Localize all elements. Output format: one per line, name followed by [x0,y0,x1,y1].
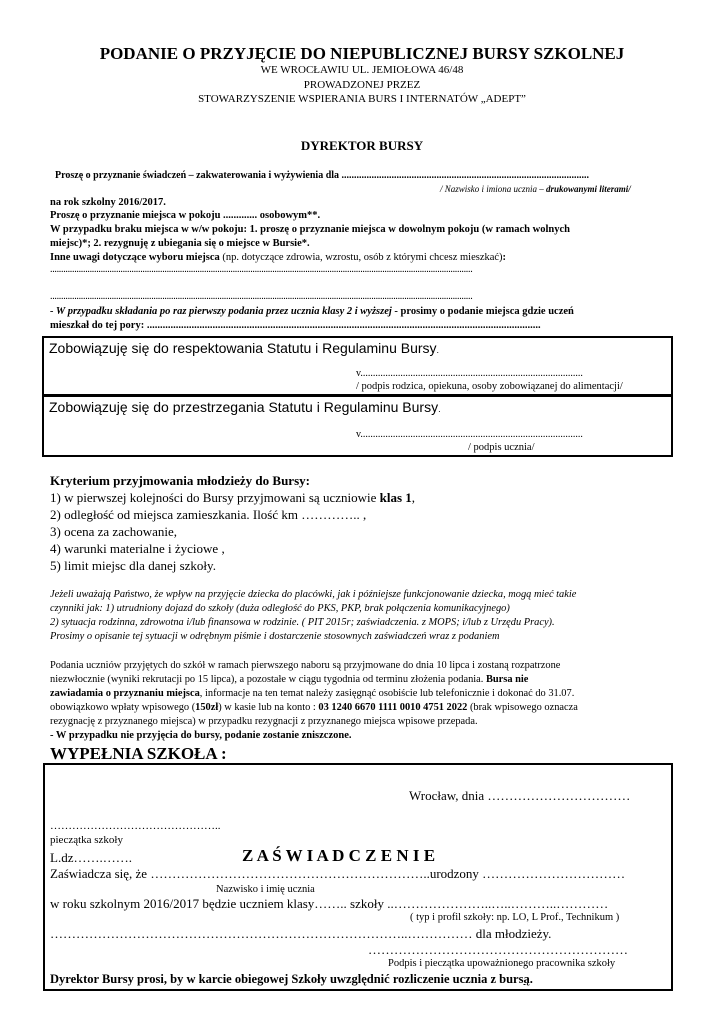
rules-line-2-text: niezwłocznie (wyniki rekrutacji po 15 lipca), a pozostałe w ciągu tygodnia od terminu złożenia podania. [50,674,486,685]
statute-declaration-end: . [436,345,440,355]
rules-line-6: - W przypadku nie przyjęcia do bursy, podanie zostanie zniszczone. [50,730,352,741]
youth-line[interactable]: ………………………………………………………………………..…………… dla młodzieży. [50,926,552,941]
account-label: ) w kasie lub na konto : [218,702,319,713]
other-remarks-hint: (np. dotyczące zdrowia, wzrostu, osób z którymi chcesz mieszkać) [219,252,503,263]
criteria-item-3: 3) ocena za zachowanie, [50,524,178,539]
parent-signature-line[interactable]: v......................................................................................... [356,368,583,379]
director-request [50,972,533,987]
rules-line-5: rezygnację z przyznanego miejsca) w przypadku rezygnacji z przyznanego miejsca wpisowe przepada. [50,716,478,727]
previous-residence-rest: - prosimy o podanie miejsca gdzie uczeń [391,306,574,317]
school-section-heading: WYPEŁNIA SZKOŁA : [50,744,227,763]
rules-declaration-end: . [438,404,441,414]
school-type-hint: ( typ i profil szkoły: np. LO, L Prof., Technikum ) [410,912,620,923]
fee-note: (brak wpisowego oznacza [467,702,578,713]
rules-line-2 [50,674,528,685]
certificate-title: Z A Ś W I A D C Z E N I E [242,846,436,865]
class-school-line[interactable]: w roku szkolnym 2016/2017 będzie uczniem klasy…….. szkoły ..…………………..…..………..………… [50,896,609,911]
remarks-dots-1[interactable]: ................................................................................................................................................................................................ [50,264,473,275]
address-line: WE WROCŁAWIU UL. JEMIOŁOWA 46/48 [260,64,464,76]
request-line: Proszę o przyznanie świadczeń – zakwaterowania i wyżywienia dla ................................................................................................... [55,170,590,181]
rules-line-3-bold: zawiadamia o przyznaniu miejsca [50,688,200,699]
rules-declaration-main: Zobowiązuję się do przestrzegania Statutu i Regulaminu Bursy [49,399,439,415]
criteria-item-1 [50,490,415,506]
notice-line-4: Prosimy o opisanie tej sytuacji w odrębnym piśmie i dostarczenie stosownych zaświadczeń wraz z podaniem [50,631,500,642]
criteria-item-1-comma: , [411,490,416,505]
other-remarks [50,252,506,263]
other-remarks-label: Inne uwagi dotyczące wyboru miejsca [50,252,220,263]
authorized-signature-label: Podpis i pieczątka upoważnionego pracownika szkoły [388,958,616,969]
previous-residence-italic: - W przypadku składania po raz pierwszy podania przez ucznia klasy 2 i wyższej [50,306,392,317]
rules-line-4 [50,702,578,713]
name-hint-text: / Nazwisko i imiona ucznia – [440,184,547,194]
rules-line-3 [50,688,574,699]
certify-line[interactable]: Zaświadcza się, że ………………………………………………………..urodzony …………………………… [50,866,626,881]
fee-text: obowiązkowo wpłaty wpisowego ( [50,702,196,713]
notice-line-2: czynniki jak: 1) utrudniony dojazd do szkoły (duża odległość do PKS, PKP, brak połączenia komunikacyjnego) [50,603,510,614]
school-year-line: na rok szkolny 2016/2017. [50,197,166,208]
rules-line-3-text: , informacje na ten temat należy zasięgnąć osobiście lub telefonicznie i dokonać do 31.07. [199,688,575,699]
other-remarks-colon: : [502,252,507,263]
school-stamp-label: pieczątka szkoły [50,834,123,846]
director-request-text: Dyrektor Bursy prosi, by w karcie obiegowej Szkoły uwzględnić rozliczenie ucznia z burs [50,972,524,986]
director-request-period: . [529,972,533,986]
rules-line-2-bold: Bursa nie [485,674,529,685]
rules-declaration-text [49,399,441,415]
previous-residence-line-1 [50,306,574,317]
criteria-item-2[interactable]: 2) odległość od miejsca zamieszkania. Ilość km ………….. , [50,507,367,522]
association-line: STOWARZYSZENIE WSPIERANIA BURS I INTERNATÓW „ADEPT” [198,93,526,105]
student-signature-label: / podpis ucznia/ [468,442,535,453]
statute-declaration-student [42,395,673,457]
reference-number[interactable]: L.dz…….……. [50,850,132,865]
bank-account-number: 03 1240 6670 1111 0010 4751 2022 [318,702,468,713]
authorized-signature-line[interactable]: …………………………………………………… [368,942,628,957]
student-name-hint: Nazwisko i imię ucznia [216,884,315,895]
statute-declaration-parent [42,336,673,396]
previous-residence-line-2[interactable]: mieszkał do tej pory: ...................................................................................................................................................... [50,320,541,331]
notice-line-1: Jeżeli uważają Państwo, że wpływ na przyjęcie dziecka do placówki, jak i późniejsze funkcjonowanie dziecka, mogą mieć takie [50,589,577,600]
remarks-dots-2[interactable]: ................................................................................................................................................................................................ [50,291,473,302]
student-signature-line[interactable]: v......................................................................................... [356,429,583,440]
no-room-line-2: miejsc)*; 2. rezygnuję z ubiegania się o miejsce w Bursie*. [50,238,310,249]
no-room-line-1: W przypadku braku miejsca w w/w pokoju: 1. proszę o przyznanie miejsca w dowolnym pokoju (w ramach wolnych [50,224,570,235]
criteria-item-4: 4) warunki materialne i życiowe , [50,541,225,556]
notice-line-3: 2) sytuacja rodzinna, zdrowotna i/lub finansowa w rodzinie. ( PIT 2015r; zaświadczenia. z MOPS; i/lub z Urzędu Pracy). [50,617,555,628]
addressee: DYREKTOR BURSY [300,138,424,153]
parent-signature-label: / podpis rodzica, opiekuna, osoby zobowiązanej do alimentacji/ [356,381,623,392]
director-request-underlined: ą [523,972,530,986]
criteria-item-5: 5) limit miejsc dla danej szkoły. [50,558,216,573]
rules-line-1: Podania uczniów przyjętych do szkół w ramach pierwszego naboru są przyjmowane do dnia 10 lipca i zostaną rozpatrzone [50,660,561,671]
school-stamp-line[interactable]: ……………………………………….. [50,820,221,832]
date-field[interactable]: Wrocław, dnia …………………………… [409,788,631,803]
name-hint [440,184,631,194]
statute-declaration-text [49,340,439,356]
statute-declaration-main: Zobowiązuję się do respektowania Statutu i Regulaminu Bursy [49,340,437,356]
name-hint-bold: drukowanymi literami/ [546,184,631,194]
room-request: Proszę o przyznanie miejsca w pokoju ............. osobowym**. [50,210,321,221]
fee-amount: 150zł [195,702,219,713]
criteria-title: Kryterium przyjmowania młodzieży do Bursy: [50,473,310,488]
criteria-item-1-text: 1) w pierwszej kolejności do Bursy przyjmowani są uczniowie [50,490,380,505]
operator-line: PROWADZONEJ PRZEZ [303,79,421,91]
document-title: PODANIE O PRZYJĘCIE DO NIEPUBLICZNEJ BURSY SZKOLNEJ [99,44,625,63]
criteria-item-1-bold: klas 1 [379,490,412,505]
